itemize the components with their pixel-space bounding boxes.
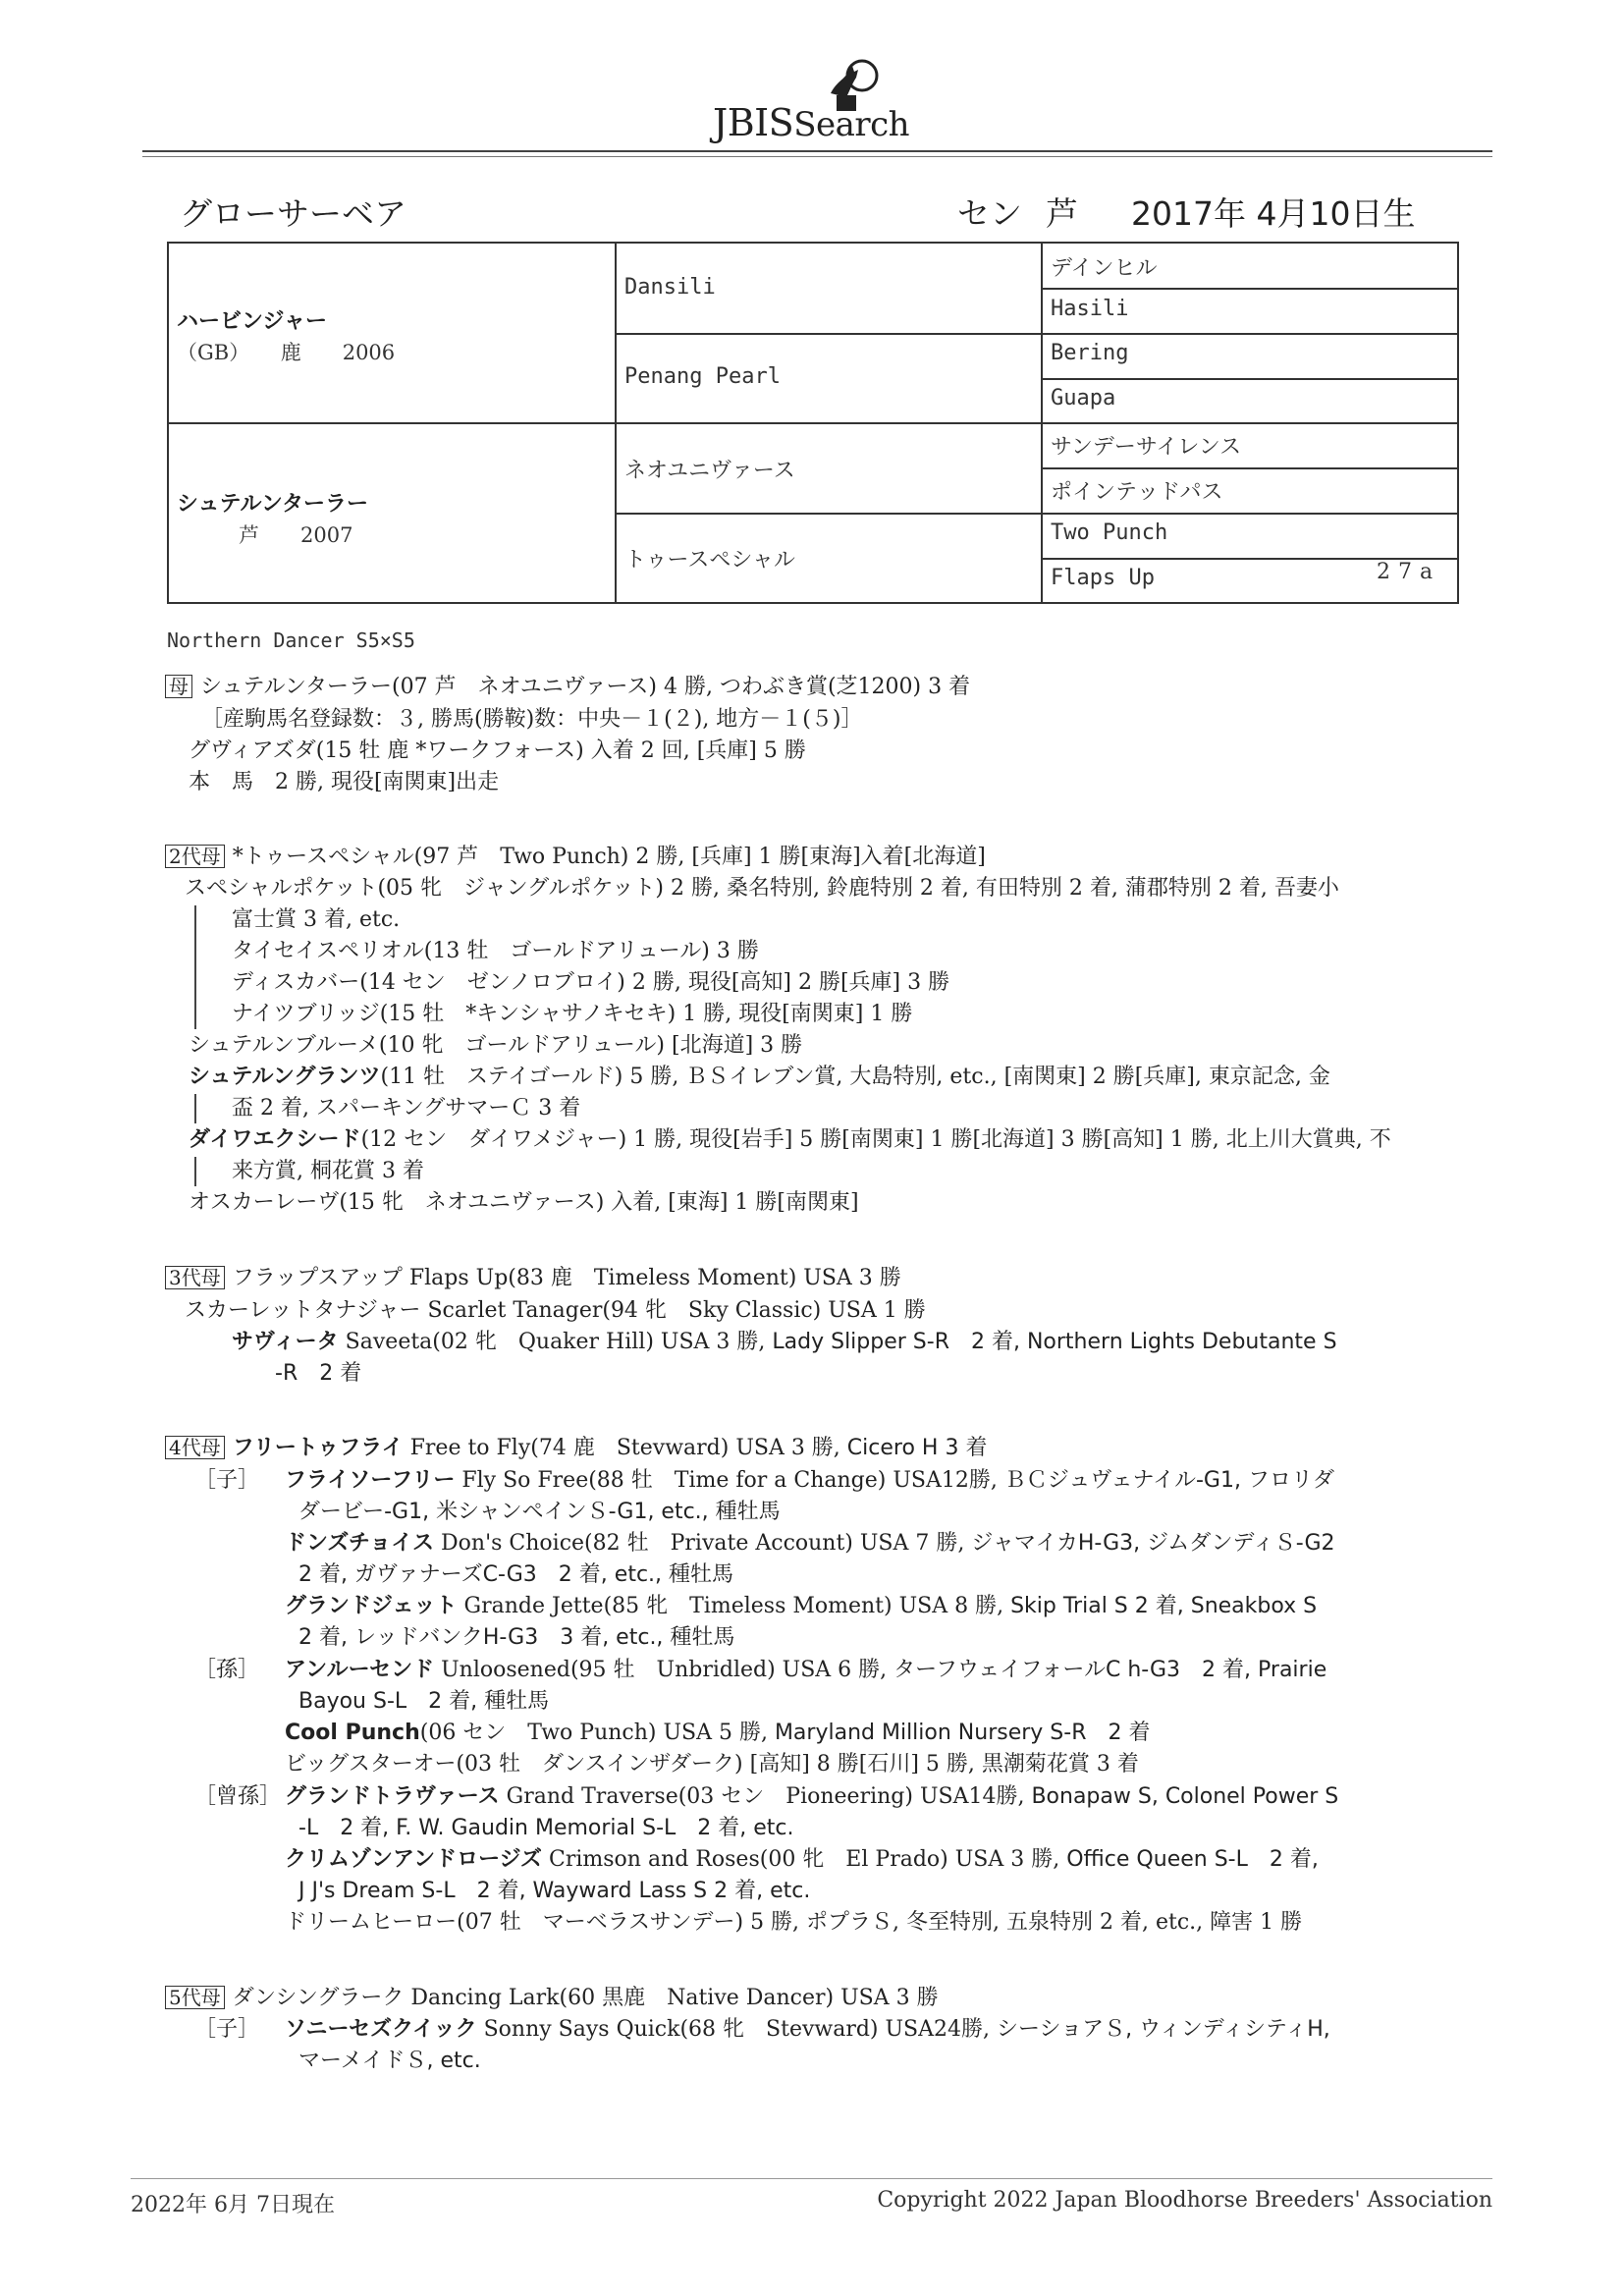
gen4-great-grandchild-2-cont: J J's Dream S-L 2 着, Wayward Lass S 2 着, etc.: [298, 1879, 811, 1903]
tree-bar: [194, 1157, 196, 1186]
dam-cell: [177, 487, 368, 549]
dam-line: 母 シュテルンターラー(07 芦 ネオユニヴァース) 4 勝, つわぶき賞(芝1200) 3 着: [165, 673, 970, 702]
gen4-great-grandchild-1: グランドトラヴァース Grand Traverse(03 セン Pioneering) USA14勝, Bonapaw S, Colonel Power S: [285, 1784, 1339, 1809]
footer-copyright: Copyright 2022 Japan Bloodhorse Breeders' Association: [877, 2188, 1492, 2213]
gen2-grandchild-2: ディスカバー(14 セン ゼンノロブロイ) 2 勝, 現役[高知] 2 勝[兵庫] 3 勝: [232, 970, 950, 995]
gen4-grandchild-3: ビッグスターオー(03 牡 ダンスインザダーク) [高知] 8 勝[石川] 5 勝, 黒潮菊花賞 3 着: [285, 1752, 1139, 1777]
gen2-progeny-2: シュテルンブルーメ(10 牝 ゴールドアリュール) [北海道] 3 勝: [189, 1033, 803, 1058]
gen4-grandchild-1: アンルーセンド Unloosened(95 牡 Unbridled) USA 6 勝, ターフウェイフォールC h-G3 2 着, Prairie: [285, 1658, 1327, 1682]
sire-info: （GB） 鹿 2006: [177, 341, 396, 364]
gen4-dam-line: 4代母 フリートゥフライ Free to Fly(74 鹿 Stevward) USA 3 勝, Cicero H 3 着: [165, 1434, 987, 1463]
gen4-great-grandchild-2: クリムゾンアンドロージズ Crimson and Roses(00 牝 El Prado) USA 3 勝, Office Queen S-L 2 着,: [285, 1847, 1319, 1872]
section-label-gen3: 3代母: [165, 1266, 225, 1289]
section-label-gen5: 5代母: [165, 1986, 225, 2009]
sire-cell: [177, 304, 395, 366]
gen2-grandchild-3: ナイツブリッジ(15 牡 *キンシャサノキセキ) 1 勝, 現役[南関東] 1 勝: [232, 1002, 913, 1026]
gen2-progeny-3: シュテルングランツ(11 牡 ステイゴールド) 5 勝, ＢＳイレブン賞, 大島特別, etc., [南関東] 2 勝[兵庫], 東京記念, 金: [189, 1065, 1330, 1089]
tag-child: ［子］: [194, 1468, 260, 1493]
gen2-progeny-3-cont: 盃 2 着, スパーキングサマーＣ 3 着: [232, 1096, 581, 1121]
gen2-dam-sire: ネオユニヴァース: [624, 459, 795, 483]
gen2-progeny-4-cont: 来方賞, 桐花賞 3 着: [232, 1159, 424, 1183]
header-rule-thin: [142, 156, 1492, 157]
gen4-child-1-cont: ダービー-G1, 米シャンペインＳ-G1, etc., 種牡馬: [298, 1500, 781, 1524]
gen5-dam-line: 5代母 ダンシングラーク Dancing Lark(60 黒鹿 Native Dancer) USA 3 勝: [165, 1984, 939, 2013]
gen3-progeny-1: スカーレットタナジャー Scarlet Tanager(94 牝 Sky Classic) USA 1 勝: [185, 1298, 926, 1323]
gen5-child-1: ソニーセズクイック Sonny Says Quick(68 牝 Stevward) USA24勝, シーショアＳ, ウィンディシティH,: [285, 2017, 1330, 2042]
inbreeding-note: Northern Dancer S5×S5: [167, 629, 415, 652]
gen4-child-2-cont: 2 着, ガヴァナーズC-G3 2 着, etc., 種牡馬: [298, 1562, 734, 1587]
jbis-search-logo: [707, 54, 943, 147]
horse-name: グローサーベア: [180, 194, 406, 233]
horse-info: [957, 189, 1415, 235]
gen4-child-1: フライソーフリー Fly So Free(88 牡 Time for a Change) USA12勝, ＢＣジュヴェナイル-G1, フロリダ: [285, 1468, 1334, 1493]
gen3-5: サンデーサイレンス: [1051, 435, 1242, 460]
gen2-progeny-5: オスカーレーヴ(15 牝 ネオユニヴァース) 入着, [東海] 1 勝[南関東]: [189, 1190, 859, 1215]
gen3-4: Guapa: [1051, 386, 1116, 410]
sire-name: ハービンジャー: [177, 309, 328, 334]
section-label-dam: 母: [165, 675, 192, 698]
gen4-grandchild-1-cont: Bayou S-L 2 着, 種牡馬: [298, 1689, 550, 1714]
gen3-1: デインヒル: [1051, 256, 1158, 281]
section-label-gen4: 4代母: [165, 1436, 225, 1459]
dam-progeny-self: 本 馬 2 勝, 現役[南関東]出走: [189, 770, 500, 794]
family-code: 27a: [1377, 560, 1441, 584]
gen2-sire-dam: Penang Pearl: [624, 364, 781, 389]
tag-great-grandchild: ［曾孫］: [194, 1784, 282, 1809]
gen3-grandchild-1-cont: -R 2 着: [275, 1361, 362, 1386]
gen3-7: Two Punch: [1051, 520, 1168, 545]
tag-grandchild: ［孫］: [194, 1658, 260, 1682]
horse-birth-date: 2017年 4月10日生: [1131, 194, 1416, 233]
gen3-6: ポインテッドパス: [1051, 480, 1223, 505]
gen2-progeny-1-cont: 富士賞 3 着, etc.: [232, 907, 401, 932]
footer-rule: [131, 2178, 1492, 2179]
logo-jbis: JBIS: [713, 101, 794, 144]
dam-name: シュテルンターラー: [177, 492, 369, 517]
gen4-child-2: ドンズチョイス Don's Choice(82 牡 Private Account) USA 7 勝, ジャマイカH-G3, ジムダンディＳ-G2: [285, 1531, 1335, 1556]
header-rule: [142, 150, 1492, 152]
dam-progeny-stats: ［産駒馬名登録数：３, 勝馬(勝鞍)数：中央－１(２), 地方－１(５)］: [201, 707, 863, 732]
gen2-sire-sire: Dansili: [624, 275, 716, 300]
pedigree-table: [167, 242, 1459, 604]
gen4-great-grandchild-1-cont: -L 2 着, F. W. Gaudin Memorial S-L 2 着, etc.: [298, 1816, 794, 1840]
tree-bar: [194, 1094, 196, 1123]
gen2-progeny-4: ダイワエクシード(12 セン ダイワメジャー) 1 勝, 現役[岩手] 5 勝[南関東] 1 勝[北海道] 3 勝[高知] 1 勝, 北上川大賞典, 不: [189, 1127, 1391, 1152]
gen4-child-3-cont: 2 着, レッドバンクH-G3 3 着, etc., 種牡馬: [298, 1625, 735, 1650]
dam-progeny-1: グヴィアズダ(15 牡 鹿 *ワークフォース) 入着 2 回, [兵庫] 5 勝: [189, 738, 806, 763]
gen2-dam-dam: トゥースペシャル: [624, 548, 795, 573]
tag-child-2: ［子］: [194, 2017, 260, 2042]
gen3-3: Bering: [1051, 341, 1129, 365]
gen5-child-1-cont: マーメイドＳ, etc.: [298, 2049, 481, 2073]
horse-sex: セン: [957, 194, 1022, 233]
logo-text: [713, 101, 909, 144]
gen4-great-grandchild-3: ドリームヒーロー(07 牡 マーベラスサンデー) 5 勝, ポプラＳ, 冬至特別, 五泉特別 2 着, etc., 障害 1 勝: [285, 1910, 1303, 1935]
tree-bar: [194, 905, 196, 1029]
dam-info: 芦 2007: [177, 523, 353, 547]
gen2-progeny-1: スペシャルポケット(05 牝 ジャングルポケット) 2 勝, 桑名特別, 鈴鹿特別 2 着, 有田特別 2 着, 蒲郡特別 2 着, 吾妻小: [185, 876, 1339, 901]
gen3-8: Flaps Up: [1051, 566, 1155, 590]
gen4-child-3: グランドジェット Grande Jette(85 牝 Timeless Moment) USA 8 勝, Skip Trial S 2 着, Sneakbox S: [285, 1594, 1318, 1618]
gen4-grandchild-2: Cool Punch(06 セン Two Punch) USA 5 勝, Maryland Million Nursery S-R 2 着: [285, 1721, 1151, 1745]
dam-name-text: シュテルンターラー: [200, 675, 393, 699]
footer-date: 2022年 6月 7日現在: [131, 2193, 335, 2217]
gen3-2: Hasili: [1051, 297, 1129, 321]
gen2-dam-line: 2代母 *トゥースペシャル(97 芦 Two Punch) 2 勝, [兵庫] 1 勝[東海]入着[北海道]: [165, 843, 986, 872]
logo-search: Search: [793, 105, 910, 144]
gen3-grandchild-1: サヴィータ Saveeta(02 牝 Quaker Hill) USA 3 勝, Lady Slipper S-R 2 着, Northern Lights Debutante S: [232, 1330, 1337, 1354]
gen2-grandchild-1: タイセイスペリオル(13 牡 ゴールドアリュール) 3 勝: [232, 939, 759, 963]
section-label-gen2: 2代母: [165, 845, 225, 868]
horse-color: 芦: [1046, 194, 1078, 233]
gen3-dam-line: 3代母 フラップスアップ Flaps Up(83 鹿 Timeless Moment) USA 3 勝: [165, 1264, 901, 1293]
